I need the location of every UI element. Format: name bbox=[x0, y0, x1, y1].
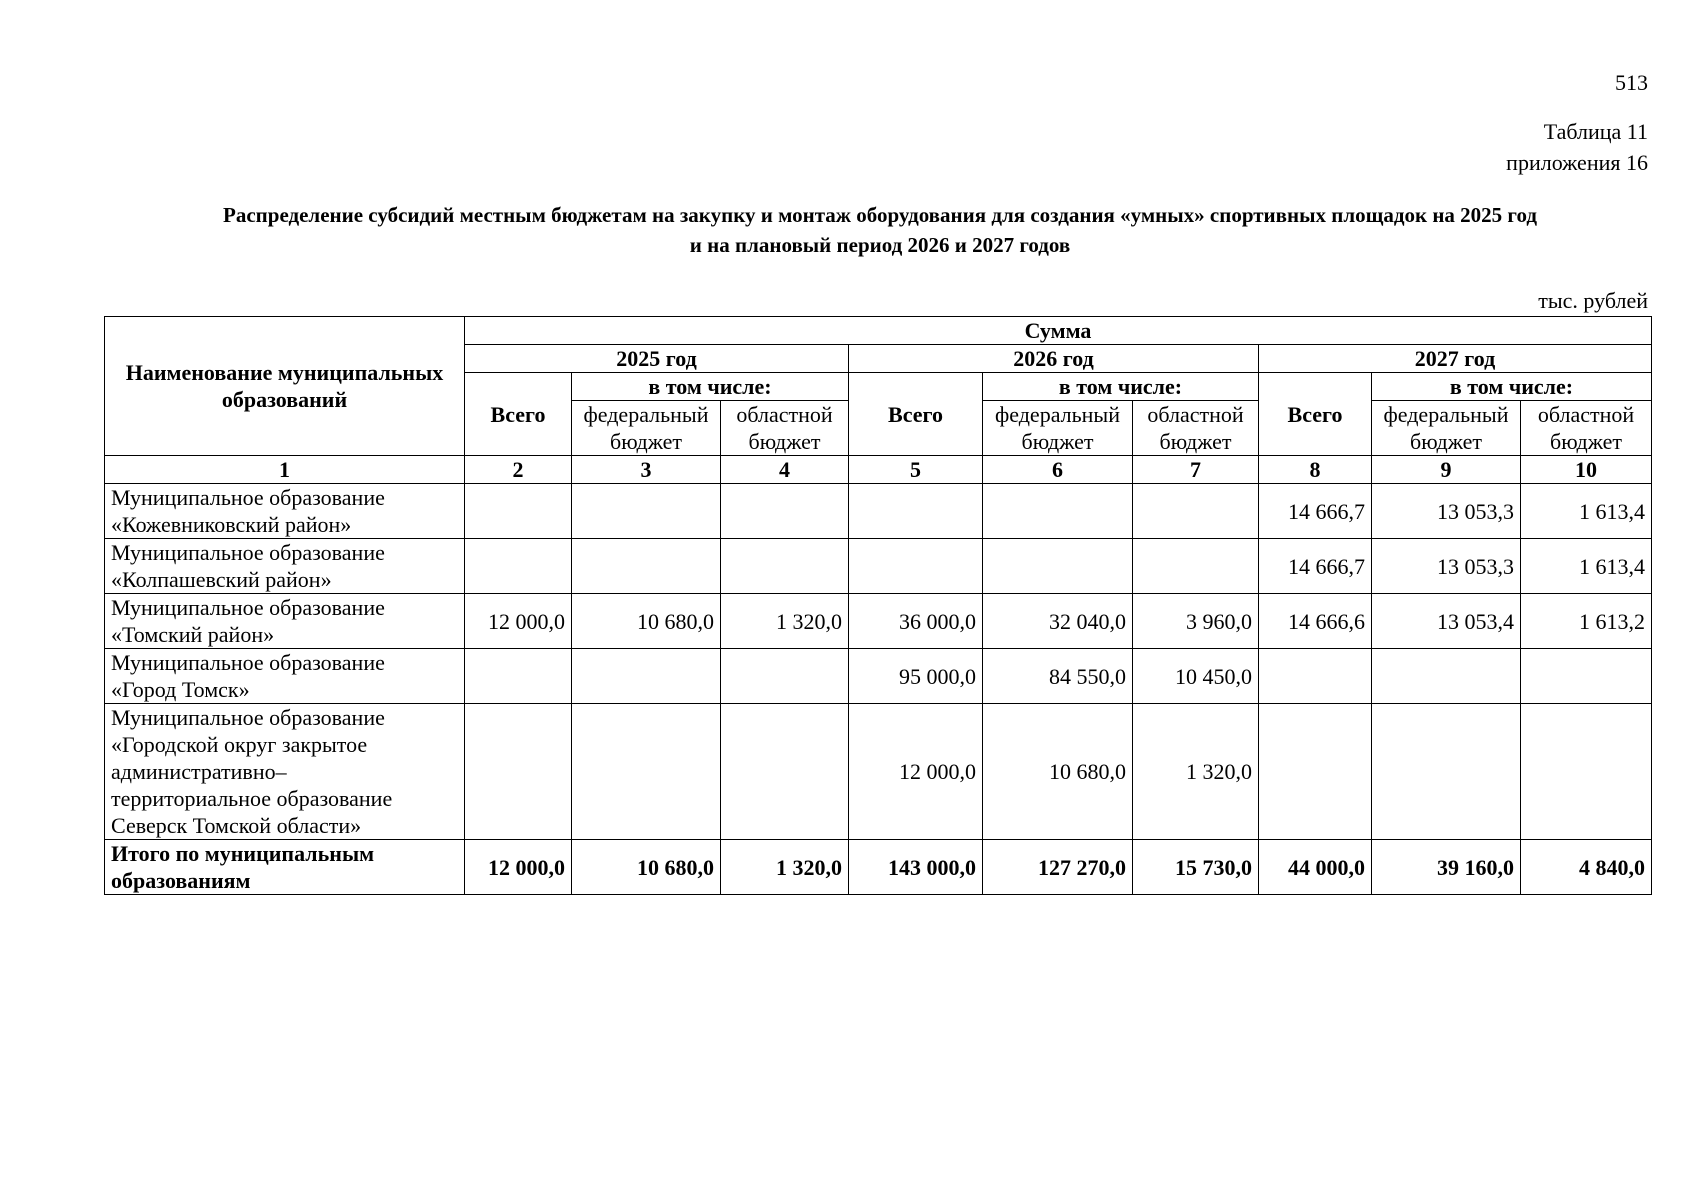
value-cell: 14 666,7 bbox=[1259, 484, 1372, 539]
table-row bbox=[105, 539, 1652, 594]
including-2026-header: в том числе: bbox=[983, 373, 1259, 401]
value-cell bbox=[1521, 649, 1652, 704]
value-cell bbox=[1259, 704, 1372, 840]
value-cell: 10 450,0 bbox=[1133, 649, 1259, 704]
sum-header: Сумма bbox=[465, 317, 1652, 345]
table-ref-line1: Таблица 11 bbox=[1543, 119, 1648, 144]
value-cell bbox=[721, 484, 849, 539]
total-value-cell: 10 680,0 bbox=[572, 840, 721, 895]
value-cell bbox=[849, 484, 983, 539]
title-line2: и на плановый период 2026 и 2027 годов bbox=[689, 233, 1071, 257]
total-value-cell: 15 730,0 bbox=[1133, 840, 1259, 895]
year-2027-header: 2027 год bbox=[1259, 345, 1652, 373]
value-cell bbox=[572, 649, 721, 704]
column-number: 9 bbox=[1372, 456, 1521, 484]
value-cell bbox=[1133, 539, 1259, 594]
value-cell bbox=[572, 484, 721, 539]
value-cell: 36 000,0 bbox=[849, 594, 983, 649]
total-value-cell: 143 000,0 bbox=[849, 840, 983, 895]
column-number: 3 bbox=[572, 456, 721, 484]
value-cell bbox=[1259, 649, 1372, 704]
name-column-header: Наименование муниципальных образований bbox=[105, 317, 465, 456]
municipality-name: Муниципальное образование «Томский район» bbox=[105, 594, 465, 649]
including-2025-header: в том числе: bbox=[572, 373, 849, 401]
value-cell bbox=[572, 539, 721, 594]
table-row bbox=[105, 594, 1652, 649]
value-cell: 12 000,0 bbox=[465, 594, 572, 649]
subsidy-table bbox=[104, 316, 1652, 895]
column-number: 1 bbox=[105, 456, 465, 484]
federal-2026-header: федеральный бюджет bbox=[983, 401, 1133, 456]
value-cell: 3 960,0 bbox=[1133, 594, 1259, 649]
document-title bbox=[110, 200, 1650, 260]
value-cell bbox=[1521, 704, 1652, 840]
units-label: тыс. рублей bbox=[1538, 288, 1648, 313]
total-2025-header: Всего bbox=[465, 373, 572, 456]
total-2026-header: Всего bbox=[849, 373, 983, 456]
value-cell: 14 666,6 bbox=[1259, 594, 1372, 649]
value-cell bbox=[1372, 704, 1521, 840]
regional-2025-header: областной бюджет bbox=[721, 401, 849, 456]
table-row bbox=[105, 704, 1652, 840]
total-value-cell: 127 270,0 bbox=[983, 840, 1133, 895]
value-cell bbox=[1133, 484, 1259, 539]
column-number: 6 bbox=[983, 456, 1133, 484]
municipality-name: Муниципальное образование «Кожевниковский район» bbox=[105, 484, 465, 539]
value-cell bbox=[849, 539, 983, 594]
federal-2025-header: федеральный бюджет bbox=[572, 401, 721, 456]
value-cell: 1 613,2 bbox=[1521, 594, 1652, 649]
table-row bbox=[105, 484, 1652, 539]
page-number: 513 bbox=[1615, 70, 1648, 95]
value-cell bbox=[465, 484, 572, 539]
municipality-name: Муниципальное образование «Городской округ закрытое административно– территориальное образование Северск Томской области» bbox=[105, 704, 465, 840]
value-cell bbox=[721, 539, 849, 594]
federal-2027-header: федеральный бюджет bbox=[1372, 401, 1521, 456]
including-2027-header: в том числе: bbox=[1372, 373, 1652, 401]
column-number: 10 bbox=[1521, 456, 1652, 484]
value-cell bbox=[721, 649, 849, 704]
municipality-name: Муниципальное образование «Колпашевский район» bbox=[105, 539, 465, 594]
total-value-cell: 44 000,0 bbox=[1259, 840, 1372, 895]
value-cell: 84 550,0 bbox=[983, 649, 1133, 704]
value-cell: 13 053,4 bbox=[1372, 594, 1521, 649]
year-2025-header: 2025 год bbox=[465, 345, 849, 373]
value-cell: 95 000,0 bbox=[849, 649, 983, 704]
table-reference bbox=[1506, 116, 1648, 178]
column-number: 4 bbox=[721, 456, 849, 484]
value-cell bbox=[983, 539, 1133, 594]
value-cell: 1 613,4 bbox=[1521, 539, 1652, 594]
column-number-row bbox=[105, 456, 1652, 484]
value-cell: 13 053,3 bbox=[1372, 484, 1521, 539]
value-cell: 1 613,4 bbox=[1521, 484, 1652, 539]
value-cell: 1 320,0 bbox=[1133, 704, 1259, 840]
value-cell bbox=[721, 704, 849, 840]
municipality-name: Муниципальное образование «Город Томск» bbox=[105, 649, 465, 704]
year-2026-header: 2026 год bbox=[849, 345, 1259, 373]
title-line1: Распределение субсидий местным бюджетам на закупку и монтаж оборудования для создания «умных» спортивных площадок на 2025 год bbox=[223, 203, 1537, 227]
value-cell: 1 320,0 bbox=[721, 594, 849, 649]
value-cell: 32 040,0 bbox=[983, 594, 1133, 649]
value-cell bbox=[465, 539, 572, 594]
value-cell: 10 680,0 bbox=[983, 704, 1133, 840]
table-row bbox=[105, 649, 1652, 704]
value-cell bbox=[1372, 649, 1521, 704]
column-number: 2 bbox=[465, 456, 572, 484]
total-value-cell: 39 160,0 bbox=[1372, 840, 1521, 895]
value-cell bbox=[572, 704, 721, 840]
total-row bbox=[105, 840, 1652, 895]
value-cell bbox=[465, 704, 572, 840]
value-cell bbox=[465, 649, 572, 704]
value-cell: 10 680,0 bbox=[572, 594, 721, 649]
regional-2026-header: областной бюджет bbox=[1133, 401, 1259, 456]
total-value-cell: 1 320,0 bbox=[721, 840, 849, 895]
value-cell bbox=[983, 484, 1133, 539]
table-ref-line2: приложения 16 bbox=[1506, 150, 1648, 175]
regional-2027-header: областной бюджет bbox=[1521, 401, 1652, 456]
total-value-cell: 12 000,0 bbox=[465, 840, 572, 895]
total-value-cell: 4 840,0 bbox=[1521, 840, 1652, 895]
value-cell: 13 053,3 bbox=[1372, 539, 1521, 594]
column-number: 7 bbox=[1133, 456, 1259, 484]
column-number: 5 bbox=[849, 456, 983, 484]
value-cell: 14 666,7 bbox=[1259, 539, 1372, 594]
value-cell: 12 000,0 bbox=[849, 704, 983, 840]
column-number: 8 bbox=[1259, 456, 1372, 484]
total-2027-header: Всего bbox=[1259, 373, 1372, 456]
total-label: Итого по муниципальным образованиям bbox=[105, 840, 465, 895]
